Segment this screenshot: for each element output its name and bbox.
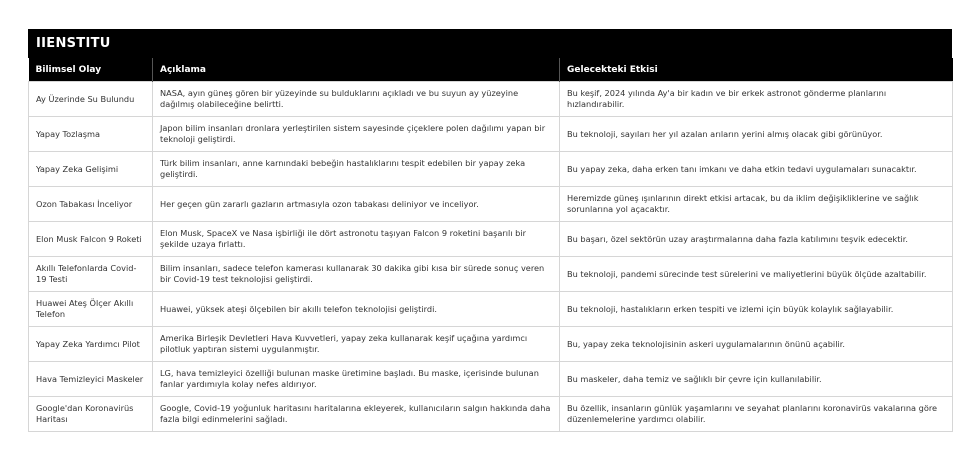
impact-cell: Bu teknoloji, pandemi sürecinde test sürelerini ve maliyetlerini büyük ölçüde azaltabilir. [560, 257, 953, 292]
impact-cell: Bu özellik, insanların günlük yaşamlarını ve seyahat planlarını koronavirüs vakalarına göre düzenlemelerine yardımcı olabilir. [560, 397, 953, 432]
column-header-impact: Gelecekteki Etkisi [560, 58, 953, 82]
impact-cell: Bu teknoloji, hastalıkların erken tespiti ve izlemi için büyük kolaylık sağlayabilir. [560, 292, 953, 327]
header-row [29, 58, 953, 82]
impact-cell: Heremizde güneş ışınlarının direkt etkisi artacak, bu da iklim değişikliklerine ve sağlık sorunlarına yol açacaktır. [560, 187, 953, 222]
event-cell: Yapay Zeka Yardımcı Pilot [29, 327, 153, 362]
description-cell: Elon Musk, SpaceX ve Nasa işbirliği ile dört astronotu taşıyan Falcon 9 roketini başarılı bir şekilde uzaya fırlattı. [153, 222, 560, 257]
table-row [29, 82, 953, 117]
table-container [28, 29, 952, 432]
event-cell: Google'dan Koronavirüs Haritası [29, 397, 153, 432]
column-header-description: Açıklama [153, 58, 560, 82]
description-cell: Amerika Birleşik Devletleri Hava Kuvvetleri, yapay zeka kullanarak keşif uçağına yardımcı pilotluk yaptıran sistemi uygulanmıştır. [153, 327, 560, 362]
event-cell: Yapay Zeka Gelişimi [29, 152, 153, 187]
table-row [29, 362, 953, 397]
event-cell: Yapay Tozlaşma [29, 117, 153, 152]
table-row [29, 222, 953, 257]
description-cell: Bilim insanları, sadece telefon kamerası kullanarak 30 dakika gibi kısa bir sürede sonuç veren bir Covid-19 test teknolojisi geliştirdi. [153, 257, 560, 292]
description-cell: Türk bilim insanları, anne karnındaki bebeğin hastalıklarını tespit edebilen bir yapay zeka geliştirdi. [153, 152, 560, 187]
description-cell: Huawei, yüksek ateşi ölçebilen bir akıllı telefon teknolojisi geliştirdi. [153, 292, 560, 327]
impact-cell: Bu keşif, 2024 yılında Ay'a bir kadın ve bir erkek astronot gönderme planlarını hızlandırabilir. [560, 82, 953, 117]
event-cell: Ozon Tabakası İnceliyor [29, 187, 153, 222]
impact-cell: Bu teknoloji, sayıları her yıl azalan arıların yerini almış olacak gibi görünüyor. [560, 117, 953, 152]
description-cell: Her geçen gün zararlı gazların artmasıyla ozon tabakası deliniyor ve inceliyor. [153, 187, 560, 222]
table-row [29, 117, 953, 152]
table-row [29, 257, 953, 292]
events-table [28, 58, 953, 432]
impact-cell: Bu başarı, özel sektörün uzay araştırmalarına daha fazla katılımını teşvik edecektir. [560, 222, 953, 257]
table-row [29, 152, 953, 187]
description-cell: Google, Covid-19 yoğunluk haritasını haritalarına ekleyerek, kullanıcıların salgın hakkında daha fazla bilgi edinmelerini sağladı. [153, 397, 560, 432]
description-cell: Japon bilim insanları dronlara yerleştirilen sistem sayesinde çiçeklere polen dağılımı yapan bir teknoloji geliştirdi. [153, 117, 560, 152]
event-cell: Akıllı Telefonlarda Covid-19 Testi [29, 257, 153, 292]
event-cell: Ay Üzerinde Su Bulundu [29, 82, 153, 117]
description-cell: LG, hava temizleyici özelliği bulunan maske üretimine başladı. Bu maske, içerisinde bulunan fanlar yardımıyla kolay nefes aldırıyor. [153, 362, 560, 397]
event-cell: Huawei Ateş Ölçer Akıllı Telefon [29, 292, 153, 327]
brand-title: IIENSTITU [28, 29, 952, 58]
impact-cell: Bu, yapay zeka teknolojisinin askeri uygulamalarının önünü açabilir. [560, 327, 953, 362]
description-cell: NASA, ayın güneş gören bir yüzeyinde su bulduklarını açıkladı ve bu suyun ay yüzeyine dağılmış olabileceğine belirtti. [153, 82, 560, 117]
table-row [29, 292, 953, 327]
impact-cell: Bu yapay zeka, daha erken tanı imkanı ve daha etkin tedavi uygulamaları sunacaktır. [560, 152, 953, 187]
table-row [29, 327, 953, 362]
table-row [29, 397, 953, 432]
column-header-event: Bilimsel Olay [29, 58, 153, 82]
event-cell: Elon Musk Falcon 9 Roketi [29, 222, 153, 257]
event-cell: Hava Temizleyici Maskeler [29, 362, 153, 397]
impact-cell: Bu maskeler, daha temiz ve sağlıklı bir çevre için kullanılabilir. [560, 362, 953, 397]
table-row [29, 187, 953, 222]
